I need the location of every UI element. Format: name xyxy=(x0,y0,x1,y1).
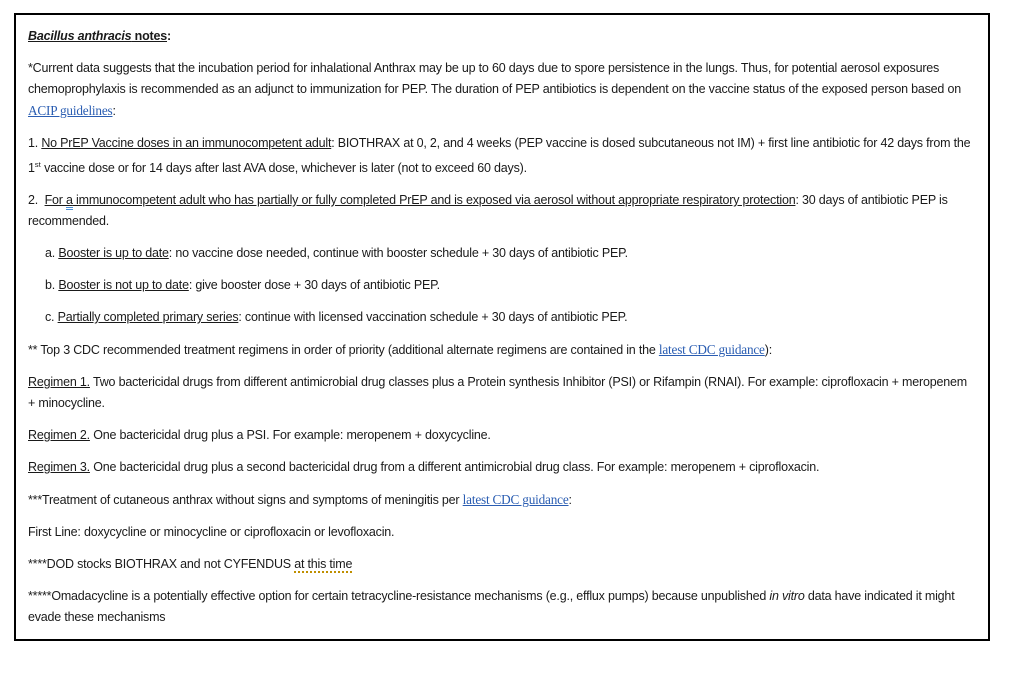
acip-guidelines-link[interactable]: ACIP guidelines xyxy=(28,103,113,118)
text-run: : continue with licensed vaccination schedule + 30 days of antibiotic PEP. xyxy=(238,310,628,325)
text-run: vaccine dose or for 14 days after last AVA dose, whichever is later (not to exceed 60 days). xyxy=(40,161,527,176)
title xyxy=(28,26,976,47)
cdc-guidance-link-2[interactable]: latest CDC guidance xyxy=(462,492,569,508)
text-run: Booster is not up to date xyxy=(58,278,189,293)
text-run: immunocompetent adult who has partially or fully completed PrEP and is exposed via aerosol without appropriate respiratory protection xyxy=(72,193,796,208)
text-run: ): xyxy=(764,343,772,358)
text-run: Two bactericidal drugs from different antimicrobial drug classes plus a Protein synthesis Inhibitor (PSI) or Rifampin (RNAI). For example: ciprofloxacin + meropenem + minocycline. xyxy=(28,375,971,411)
text-run: Regimen 1. xyxy=(28,375,90,390)
text-run: a xyxy=(66,193,73,210)
item-2c-partially-completed xyxy=(45,307,976,328)
text-run: in vitro xyxy=(769,589,805,604)
note-top-3-regimens xyxy=(28,339,976,361)
text-run: Partially completed primary series xyxy=(57,310,239,325)
text-run: : no vaccine dose needed, continue with booster schedule + 30 days of antibiotic PEP. xyxy=(168,246,628,261)
text-run: : xyxy=(568,493,572,508)
first-line xyxy=(28,522,976,543)
text-run: st xyxy=(34,160,41,169)
document-body xyxy=(28,26,976,628)
item-2-completed-prep xyxy=(28,190,976,232)
item-2b-booster-not-up-to-date xyxy=(45,275,976,296)
regimen-1 xyxy=(28,372,976,414)
note-omadacycline xyxy=(28,586,976,628)
text-run: : give booster dose + 30 days of antibiotic PEP. xyxy=(188,278,440,293)
text-run: Regimen 3. xyxy=(28,460,90,475)
text-run: First Line: doxycycline or minocycline or ciprofloxacin or levofloxacin. xyxy=(28,525,395,540)
text-run: : BIOTHRAX at 0, 2, and 4 weeks (PEP vaccine is dosed subcutaneous not IM) + first line antibiotic for 42 days from the 1 xyxy=(28,136,974,176)
text-run: One bactericidal drug plus a second bactericidal drug from a different antimicrobial drug class. For example: meropenem + ciprofloxacin. xyxy=(89,460,820,475)
text-run: For xyxy=(44,193,67,208)
item-2a-booster-up-to-date xyxy=(45,243,976,264)
text-run: Bacillus anthracis xyxy=(28,29,132,43)
note-cutaneous-anthrax xyxy=(28,489,976,511)
text-run: ****DOD stocks BIOTHRAX and not CYFENDUS xyxy=(28,557,295,572)
text-run: 2. xyxy=(28,193,45,208)
cdc-guidance-link-1[interactable]: latest CDC guidance xyxy=(658,342,765,358)
text-run: ***Treatment of cutaneous anthrax without signs and symptoms of meningitis per xyxy=(28,493,463,508)
text-run: : 30 days of antibiotic PEP is recommended. xyxy=(28,193,951,229)
text-run: Regimen 2. xyxy=(28,428,90,443)
text-run: data have indicated it might evade these mechanisms xyxy=(28,589,958,625)
text-run: c. xyxy=(45,310,58,325)
note-incubation xyxy=(28,58,976,122)
text-run: : xyxy=(167,29,171,43)
text-run: *****Omadacycline is a potentially effective option for certain tetracycline-resistance mechanisms (e.g., efflux pumps) because unpublished xyxy=(28,589,770,604)
text-run: 1. xyxy=(28,136,42,150)
text-run: b. xyxy=(45,278,59,293)
text-run: a. xyxy=(45,246,59,261)
text-run: ** Top 3 CDC recommended treatment regimens in order of priority (additional alternate regimens are contained in the xyxy=(28,343,659,358)
text-run: : xyxy=(112,104,116,118)
item-1-no-prep-vaccine xyxy=(28,133,976,179)
text-run: Booster is up to date xyxy=(58,246,169,261)
regimen-3 xyxy=(28,457,976,478)
text-run: notes xyxy=(131,29,168,43)
text-run: at this time xyxy=(294,557,353,572)
text-run: No PrEP Vaccine doses in an immunocompetent adult xyxy=(41,136,332,150)
text-run: One bactericidal drug plus a PSI. For example: meropenem + doxycycline. xyxy=(89,428,491,443)
regimen-2 xyxy=(28,425,976,446)
note-dod-stocks xyxy=(28,554,976,575)
document-box xyxy=(14,13,990,641)
text-run: *Current data suggests that the incubation period for inhalational Anthrax may be up to 60 days due to spore persistence in the lungs. Thus, for potential aerosol exposures chemoprophylaxis is recommended as an adjunct to immunization for PEP. The duration of PEP antibiotics is dependent on the vaccine status of the exposed person based on xyxy=(28,61,965,96)
